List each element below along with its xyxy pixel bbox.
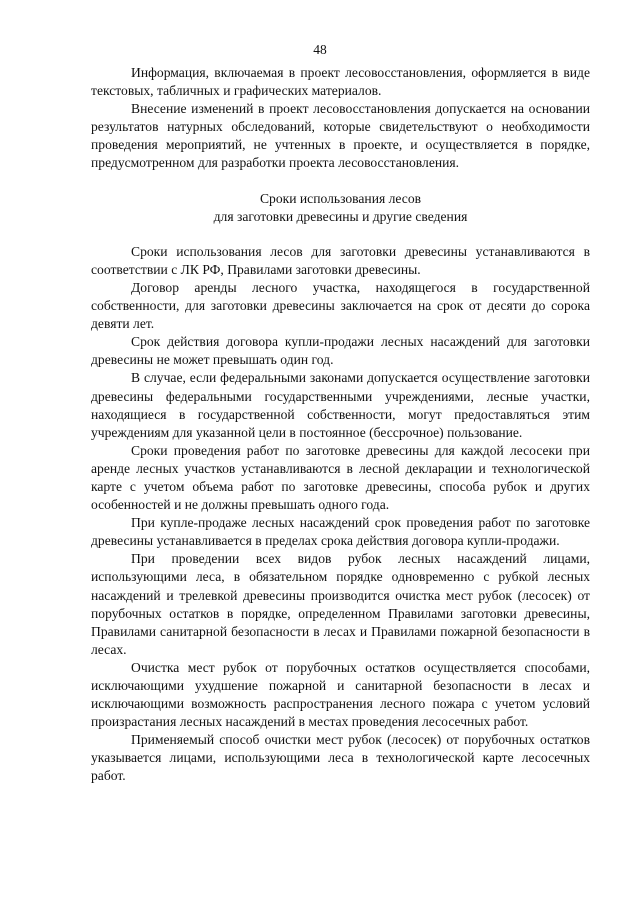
paragraph-terms-3: Срок действия договора купли-продажи лесных насаждений для заготовки древесины не может превышать один год. (91, 334, 590, 368)
paragraph-terms-9: Применяемый способ очистки мест рубок (лесосек) от порубочных остатков указывается лицами, использующими леса в технологической карте лесосечных работ. (91, 732, 590, 784)
page-number: 48 (313, 42, 327, 57)
paragraph-terms-2: Договор аренды лесного участка, находящегося в государственной собственности, для заготовки древесины заключается на срок от десяти до сорока девяти лет. (91, 279, 590, 332)
section-heading (91, 190, 590, 226)
paragraph-terms-8: Очистка мест рубок от порубочных остатков осуществляется способами, исключающими ухудшение пожарной и санитарной безопасности в лесах и исключающими возможность распространения лесного пожара с учетом условий произрастания лесных насаждений в местах проведения лесосечных работ. (91, 659, 590, 730)
paragraph-terms-5: Сроки проведения работ по заготовке древесины для каждой лесосеки при аренде лесных участков устанавливаются в лесной декларации и технологической карте с учетом объема работ по заготовке древесины, способа рубок и других особенностей и не должны превышать одного года. (91, 442, 590, 513)
paragraph-terms-7: При проведении всех видов рубок лесных насаждений лицами, использующими леса, в обязательном порядке одновременно с рубкой лесных насаждений и трелевкой древесины производится очистка мест рубок (лесосек) от порубочных остатков в порядке, определенном Правилами заготовки древесины, Правилами санитарной безопасности в лесах и Правилами пожарной безопасности в лесах. (91, 551, 590, 657)
paragraph-terms-6: При купле-продаже лесных насаждений срок проведения работ по заготовке древесины устанавливается в пределах срока действия договора купли-продажи. (91, 515, 590, 549)
section-heading-line-1: Сроки использования лесов (259, 190, 422, 206)
paragraph-terms-1: Сроки использования лесов для заготовки древесины устанавливаются в соответствии с ЛК РФ, Правилами заготовки древесины. (91, 243, 590, 277)
paragraph-intro-1: Информация, включаемая в проект лесовосстановления, оформляется в виде текстовых, табличных и графических материалов. (91, 65, 590, 99)
section-heading-line-2: для заготовки древесины и другие сведения (213, 208, 468, 224)
paragraph-terms-4: В случае, если федеральными законами допускается осуществление заготовки древесины федеральными государственными учреждениями, лесные участки, находящиеся в государственной собственности, могут предоставляться этим учреждениям для указанной цели в постоянное (бессрочное) пользование. (91, 370, 590, 440)
document-body (91, 64, 590, 786)
paragraph-intro-2: Внесение изменений в проект лесовосстановления допускается на основании результатов натурных обследований, которые свидетельствуют о необходимости проведения мероприятий, не учтенных в проекте, и осуществляется в порядке, предусмотренном для разработки проекта лесовосстановления. (91, 101, 590, 171)
